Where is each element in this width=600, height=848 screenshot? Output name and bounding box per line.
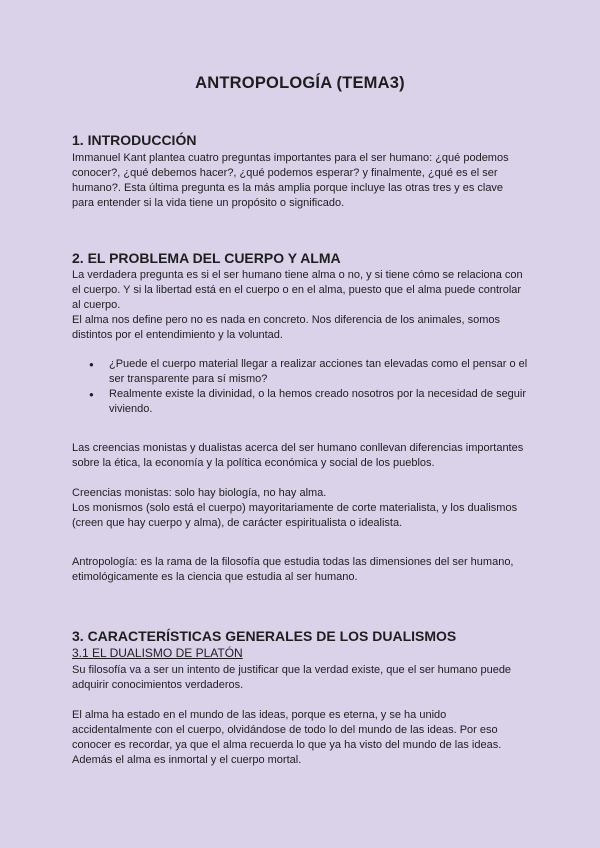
paragraph: La verdadera pregunta es si el ser humano tiene alma o no, y si tiene cómo se relaciona con el cuerpo. Y si la libertad está en el cuerpo o en el alma, puesto que el alma puede controlar al cuerpo. — [72, 269, 523, 311]
paragraph: Antropología: es la rama de la filosofía que estudia todas las dimensiones del ser humano, etimológicamente es la ciencia que estudia al ser humano. — [72, 556, 514, 583]
section-dualismos — [72, 627, 528, 768]
subsection-heading: 3.1 EL DUALISMO DE PLATÓN — [72, 646, 243, 660]
paragraph: Immanuel Kant plantea cuatro preguntas importantes para el ser humano: ¿qué podemos conocer?, ¿qué debemos hacer?, ¿qué podemos esperar? y finalmente, ¿qué es el ser humano?. Esta última pregunta es la más amplia porque incluye las otras tres y es clave para entender si la vida tiene un propósito o significado. — [72, 152, 509, 209]
bullet-item: ● ¿Puede el cuerpo material llegar a realizar acciones tan elevadas como el pensar o el ser transparente para sí mismo? — [109, 357, 528, 387]
document-title: ANTROPOLOGÍA (TEMA3) — [195, 74, 405, 92]
bullet-list — [72, 357, 528, 417]
bullet-item: ● Realmente existe la divinidad, o la hemos creado nosotros por la necesidad de seguir viviendo. — [109, 387, 528, 417]
paragraph: Las creencias monistas y dualistas acerca del ser humano conllevan diferencias importantes sobre la ética, la economía y la política económica y social de los pueblos. — [72, 442, 524, 469]
section-heading: 2. EL PROBLEMA DEL CUERPO Y ALMA — [72, 250, 341, 266]
paragraph: Los monismos (solo está el cuerpo) mayoritariamente de corte materialista, y los dualismos (creen que hay cuerpo y alma), de carácter espiritualista o idealista. — [72, 502, 518, 529]
paragraph: El alma ha estado en el mundo de las ideas, porque es eterna, y se ha unido accidentalmente con el cuerpo, olvidándose de todo lo del mundo de las ideas. Por eso conocer es recordar, ya que el alma recuerda lo que ya ha visto del mundo de las ideas. Además el alma es inmortal y el cuerpo mortal. — [72, 709, 502, 766]
paragraph: Creencias monistas: solo hay biología, no hay alma. — [72, 487, 327, 499]
section-heading: 1. INTRODUCCIÓN — [72, 132, 197, 148]
section-cuerpo-alma — [72, 249, 528, 585]
section-heading: 3. CARACTERÍSTICAS GENERALES DE LOS DUALISMOS — [72, 628, 457, 644]
section-introduccion — [72, 131, 528, 211]
paragraph: Su filosofía va a ser un intento de justificar que la verdad existe, que el ser humano puede adquirir conocimientos verdaderos. — [72, 664, 512, 691]
paragraph: El alma nos define pero no es nada en concreto. Nos diferencia de los animales, somos distintos por el entendimiento y la voluntad. — [72, 314, 501, 341]
